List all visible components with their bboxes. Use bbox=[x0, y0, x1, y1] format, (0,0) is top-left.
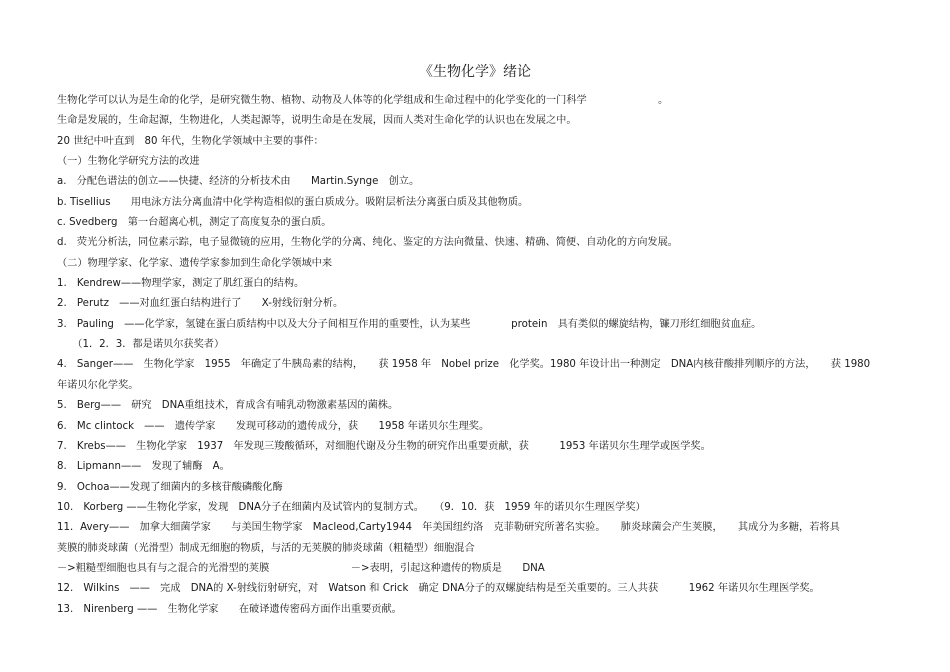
list-item-continuation: 年诺贝尔化学奖。 bbox=[57, 379, 139, 391]
list-item: 7. Krebs—— 生物化学家 1937 年发现三羧酸循环，对细胞代谢及分生物的研究作出重要贡献，获 1953 年诺贝尔生理学或医学奖。 bbox=[57, 440, 711, 452]
list-item: d. 荧光分析法，同位素示踪，电子显微镜的应用，生物化学的分离、纯化、鉴定的方法向微量、快速、精确、简便、自动化的方向发展。 bbox=[57, 237, 678, 249]
list-item: 13. Nirenberg —— 生物化学家 在破译遗传密码方面作出重要贡献。 bbox=[57, 603, 402, 615]
list-item: 2. Perutz ——对血红蛋白结构进行了 X-射线衍射分析。 bbox=[57, 298, 344, 310]
list-item: c. Svedberg 第一台超离心机，测定了高度复杂的蛋白质。 bbox=[57, 217, 332, 229]
list-item: 3. Pauling ——化学家，氢键在蛋白质结构中以及大分子间相互作用的重要性，认为某些 protein 具有类似的螺旋结构，镰刀形红细胞贫血症。 bbox=[57, 318, 762, 330]
text-line: 生物化学可以认为是生命的化学，是研究微生物、植物、动物及人体等的化学组成和生命过程中的化学变化的一门科学 。 bbox=[57, 95, 669, 106]
document-title: 《生物化学》绪论 bbox=[419, 64, 531, 80]
list-item: 1. Kendrew——物理学家，测定了肌红蛋白的结构。 bbox=[57, 278, 305, 290]
list-item: a. 分配色谱法的创立——快捷、经济的分析技术由 Martin.Synge 创立。 bbox=[57, 176, 420, 188]
list-item-continuation: 荚膜的肺炎球菌（光滑型）制成无细胞的物质，与活的无荚膜的肺炎球菌（粗糙型）细胞混合 bbox=[57, 542, 475, 554]
list-item: 5. Berg—— 研究 DNA重组技术，育成含有哺乳动物激素基因的菌株。 bbox=[57, 400, 399, 412]
text-line: 20 世纪中叶直到 80 年代，生物化学领域中主要的事件： bbox=[57, 135, 324, 147]
list-note: （1．2．3．都是诺贝尔获奖者） bbox=[57, 339, 225, 351]
list-item: 4. Sanger—— 生物化学家 1955 年确定了牛胰岛素的结构， 获 1958 年 Nobel prize 化学奖。1980 年设计出一种测定 DNA内核苷酸排列顺序的方法， 获 1980 bbox=[57, 359, 871, 371]
text-line: 生命是发展的，生命起源，生物进化，人类起源等，说明生命是在发展，因而人类对生命化学的认识也在发展之中。 bbox=[57, 115, 577, 127]
list-item: 8. Lipmann—— 发现了辅酶 A。 bbox=[57, 461, 230, 473]
document-body bbox=[57, 91, 907, 620]
list-item: 12. Wilkins —— 完成 DNA的 X-射线衍射研究，对 Watson 和 Crick 确定 DNA分子的双螺旋结构是至关重要的。三人共获 1962 年诺贝尔生理医学奖。 bbox=[57, 583, 820, 595]
section-heading: （一）生物化学研究方法的改进 bbox=[57, 156, 200, 168]
list-item: 11．Avery—— 加拿大细菌学家 与美国生物学家 Macleod,Carty1944 年美国纽约洛 克菲勒研究所著名实验。 肺炎球菌会产生荚膜， 其成分为多糖，若将具 bbox=[57, 522, 840, 534]
section-heading: （二）物理学家、化学家、遗传学家参加到生命化学领域中来 bbox=[57, 257, 333, 269]
list-item: 10. Korberg ——生物化学家，发现 DNA分子在细菌内及试管内的复制方式。 （9．10．获 1959 年的诺贝尔生理医学奖） bbox=[57, 501, 646, 513]
list-item: b. Tisellius 用电泳方法分离血清中化学构造相似的蛋白质成分。吸附层析法分离蛋白质及其他物质。 bbox=[57, 196, 529, 208]
list-item: 9. Ochoa——发现了细菌内的多核苷酸磷酸化酶 bbox=[57, 481, 283, 493]
list-item: 6. Mc clintock —— 遗传学家 发现可移动的遗传成分，获 1958 年诺贝尔生理奖。 bbox=[57, 420, 490, 432]
list-item-continuation: －>粗糙型细胞也具有与之混合的光滑型的荚膜 －>表明，引起这种遗传的物质是 DNA bbox=[57, 562, 545, 574]
